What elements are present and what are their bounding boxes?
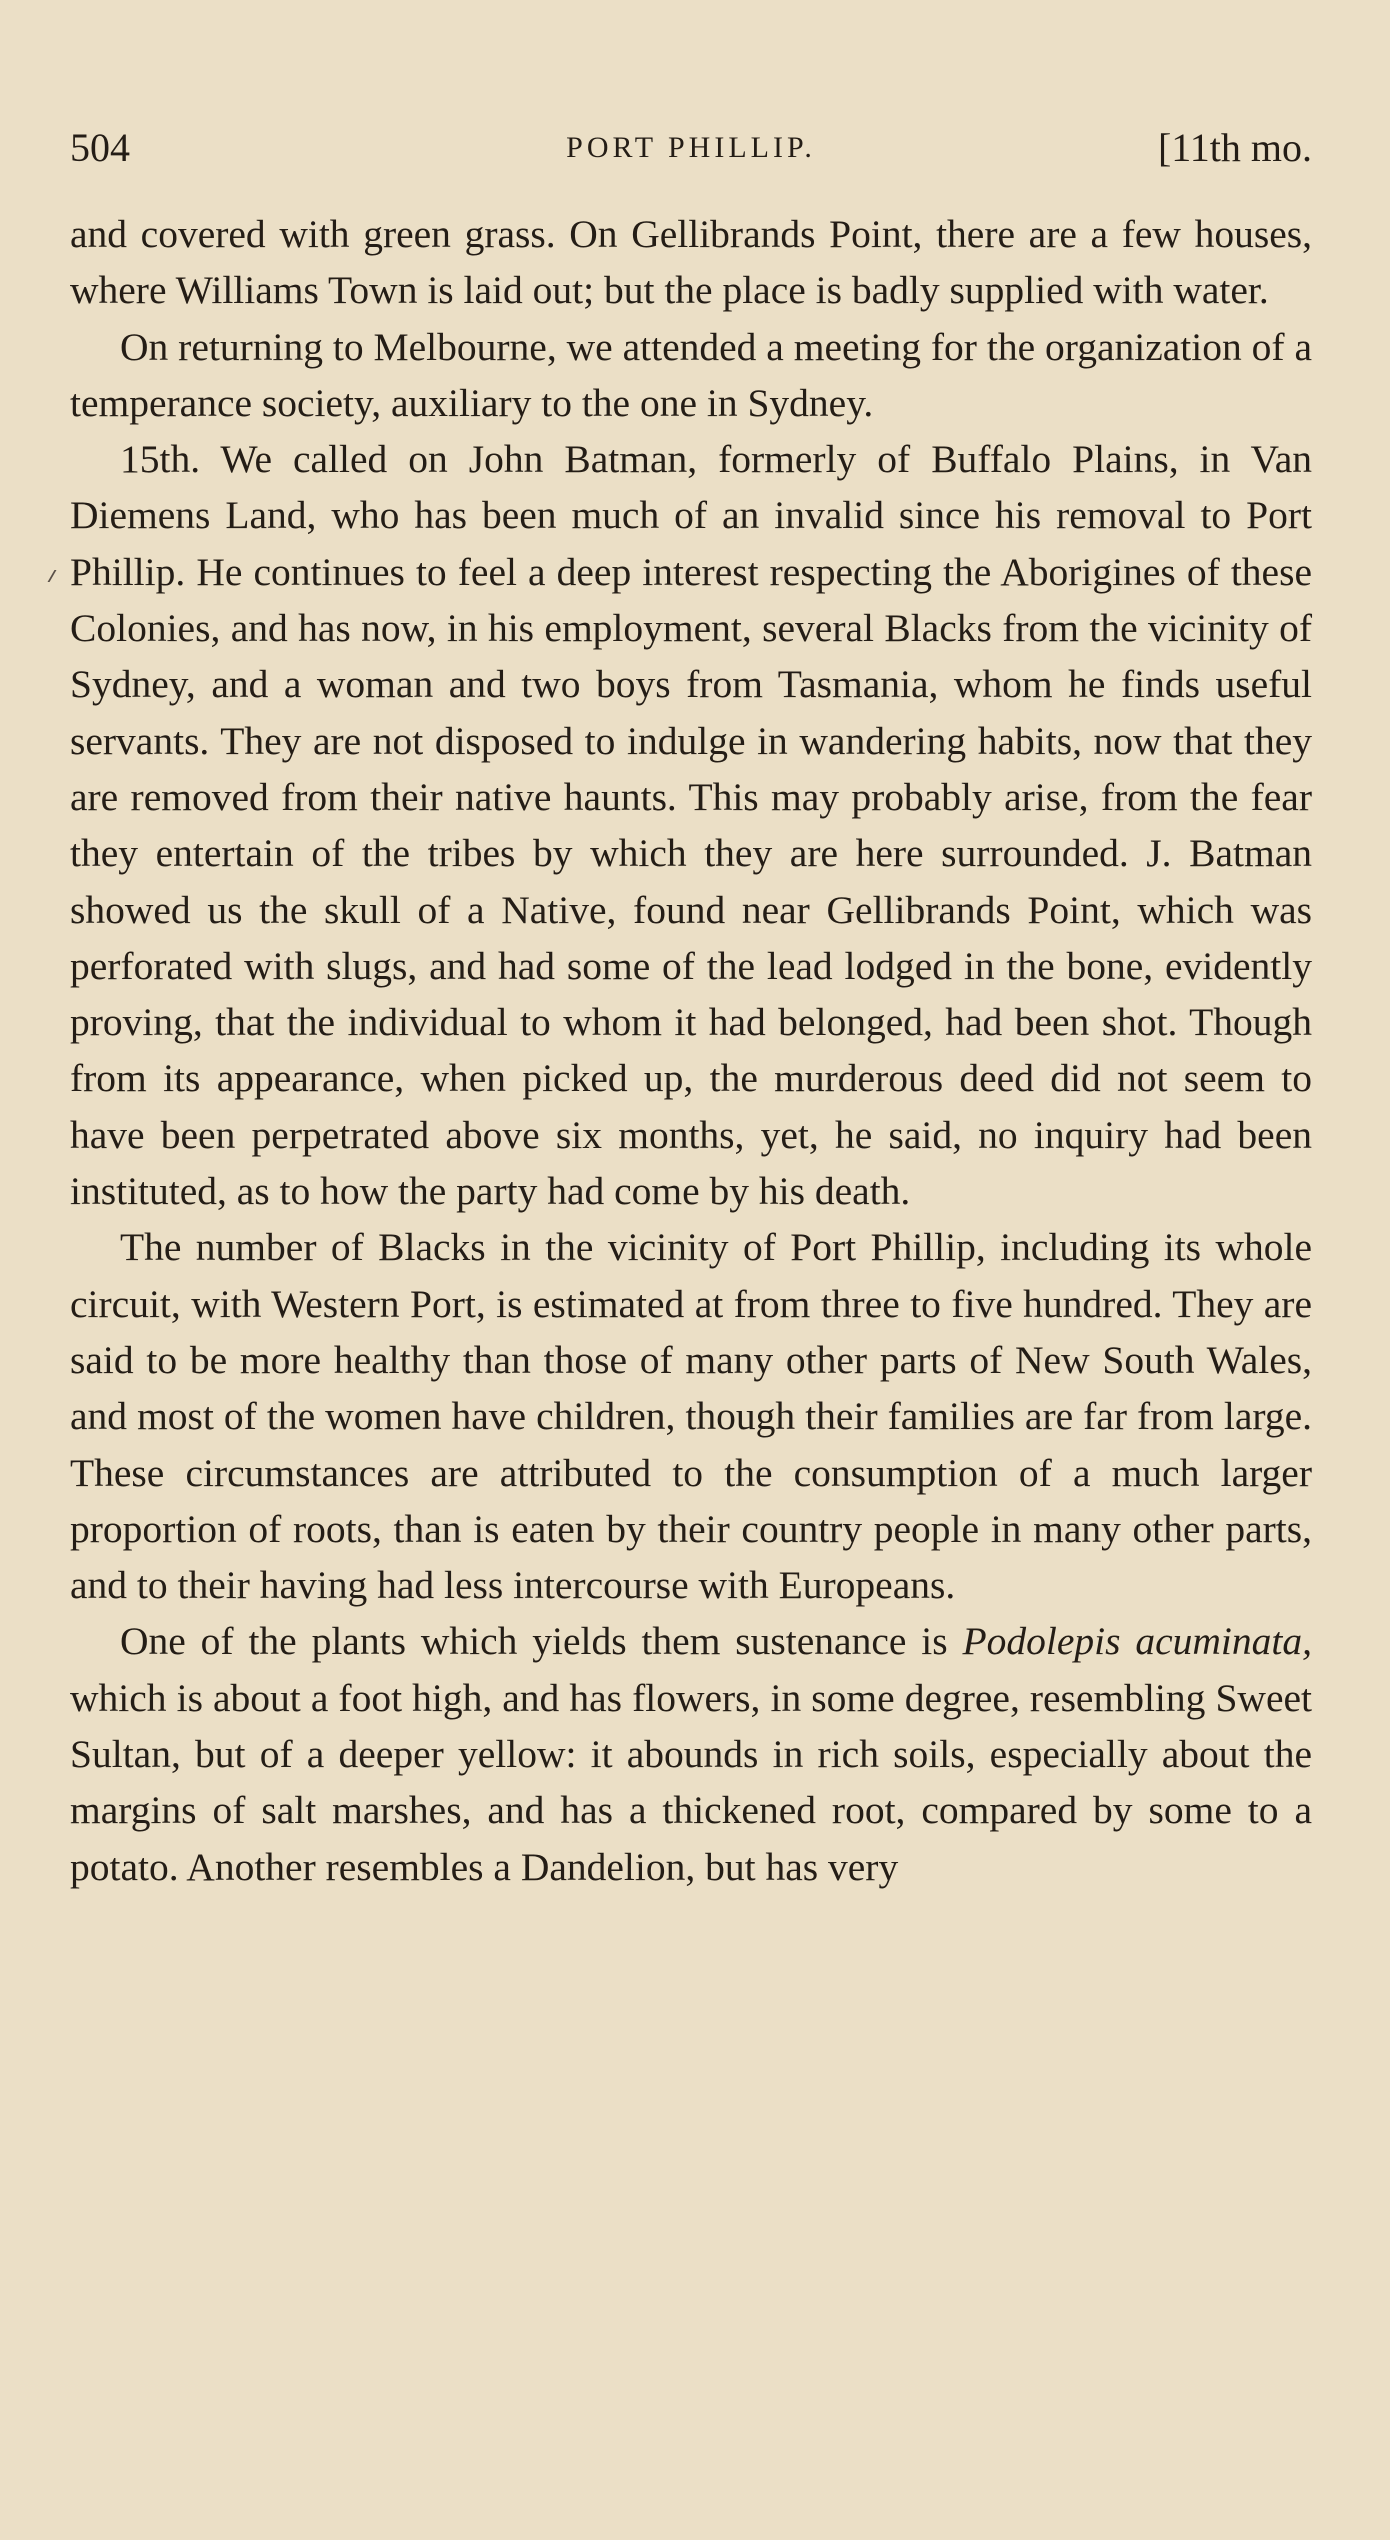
paragraph-5-lead: One of the plants which yields them sustenance is [120, 1619, 948, 1664]
paragraph-5-rest: which is about a foot high, and has flowers, in some degree, resembling Sweet Sultan, but of a deeper yellow: it abounds in rich soils, especially about the margins of salt marshes, and has a thickened root, compared by some to a potato. Another resembles a Dandelion, but has very [70, 1675, 1312, 1889]
species-name: Podolepis acuminata, [962, 1619, 1312, 1664]
paragraph-2: On returning to Melbourne, we attended a meeting for the organization of a temperance society, auxiliary to the one in Sydney. [70, 324, 1312, 425]
body-text [70, 206, 1312, 1895]
paragraph-1: and covered with green grass. On Gellibrands Point, there are a few houses, where Williams Town is laid out; but the place is badly supplied with water. [70, 212, 1312, 313]
running-title: PORT PHILLIP. [566, 131, 816, 164]
margin-mark [48, 570, 65, 582]
date-marker: [11th mo. [1157, 125, 1312, 170]
page-number: 504 [70, 125, 130, 170]
paragraph-4: The number of Blacks in the vicinity of Port Phillip, including its whole circuit, with Western Port, is estimated at from three to five hundred. They are said to be more healthy than those of many other parts of New South Wales, and most of the women have children, though their families are far from large. These circumstances are attributed to the consumption of a much larger proportion of roots, than is eaten by their country people in many other parts, and to their having had less intercourse with Europeans. [70, 1225, 1312, 1608]
running-head [70, 118, 1312, 178]
paragraph-3: 15th. We called on John Batman, formerly of Buffalo Plains, in Van Diemens Land, who has been much of an invalid since his removal to Port Phillip. He continues to feel a deep interest respecting the Aborigines of these Colonies, and has now, in his employment, several Blacks from the vicinity of Sydney, and a woman and two boys from Tasmania, whom he finds useful servants. They are not disposed to indulge in wandering habits, now that they are removed from their native haunts. This may probably arise, from the fear they entertain of the tribes by which they are here surrounded. J. Batman showed us the skull of a Native, found near Gellibrands Point, which was perforated with slugs, and had some of the lead lodged in the bone, evidently proving, that the individual to whom it had belonged, had been shot. Though from its appearance, when picked up, the murderous deed did not seem to have been perpetrated above six months, yet, he said, no inquiry had been instituted, as to how the party had come by his death. [70, 437, 1312, 1214]
paragraph-5 [70, 1613, 1312, 1894]
